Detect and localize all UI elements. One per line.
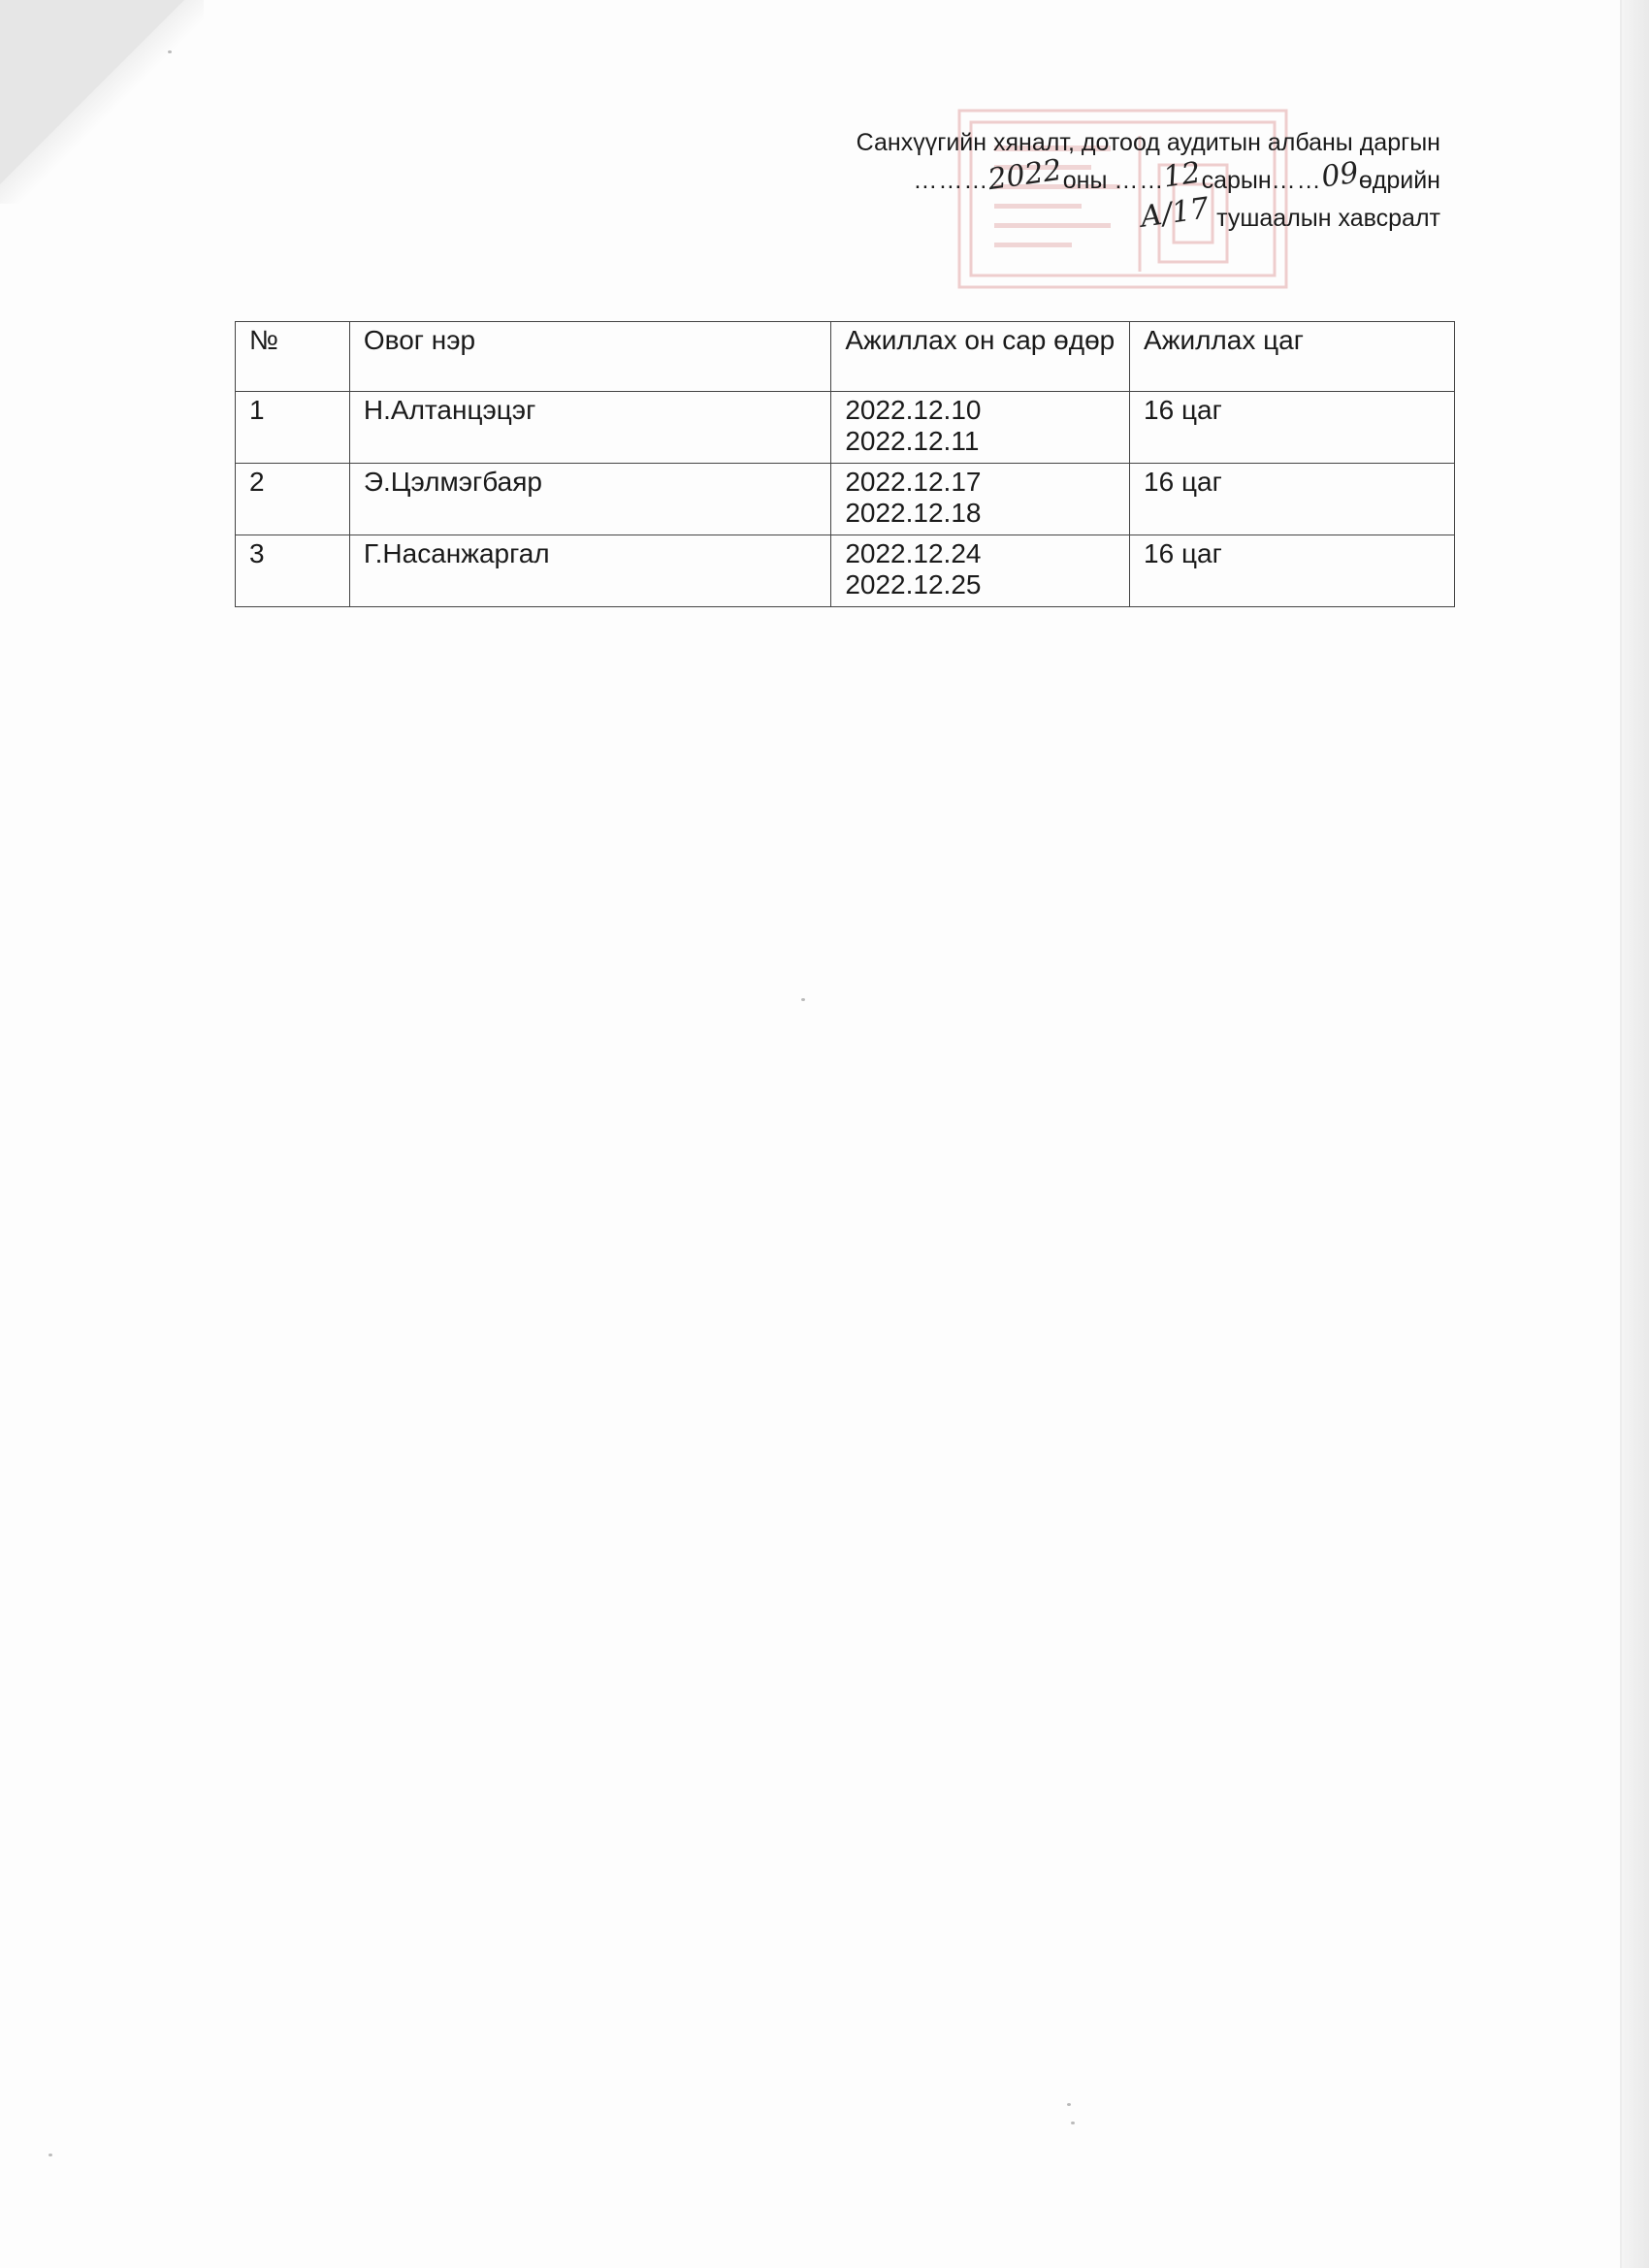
scan-speck (1071, 2122, 1075, 2124)
month-suffix: сарын (1201, 167, 1272, 194)
order-attachment-label: тушаалын хавсралт (1210, 205, 1440, 232)
row-number: 3 (236, 535, 350, 607)
scan-speck (1067, 2103, 1071, 2106)
header-number: № (236, 322, 350, 392)
scan-speck (801, 998, 805, 1001)
handwritten-month: 12 (1161, 155, 1204, 195)
row-name: Г.Насанжаргал (349, 535, 830, 607)
row-number: 2 (236, 464, 350, 535)
row-number: 1 (236, 392, 350, 464)
row-date-1: 2022.12.24 (845, 538, 982, 568)
order-attachment-header (761, 124, 1440, 237)
day-suffix: өдрийн (1358, 167, 1440, 194)
month-dots: …… (1114, 167, 1165, 194)
scan-speck (48, 2154, 52, 2156)
row-date-2: 2022.12.18 (845, 498, 982, 528)
header-line-title: Санхүүгийн хяналт, дотоод аудитын албаны даргын (856, 129, 1440, 156)
header-line-date (761, 152, 1440, 199)
row-hours: 16 цаг (1130, 535, 1455, 607)
row-date-1: 2022.12.17 (845, 467, 982, 497)
row-date-2: 2022.12.25 (845, 569, 982, 599)
table-row (236, 464, 1455, 535)
handwritten-day: 09 (1318, 155, 1361, 195)
scan-speck (168, 50, 172, 53)
handwritten-year: 2022 (986, 152, 1065, 198)
scan-right-edge (1622, 0, 1649, 2268)
row-name: Н.Алтанцэцэг (349, 392, 830, 464)
year-suffix: оны (1062, 167, 1115, 194)
table-row (236, 535, 1455, 607)
row-hours: 16 цаг (1130, 464, 1455, 535)
day-dots: …… (1271, 167, 1322, 194)
scan-corner-fold (0, 0, 184, 184)
table-header-row (236, 322, 1455, 392)
row-name: Э.Цэлмэгбаяр (349, 464, 830, 535)
row-dates (831, 392, 1130, 464)
row-hours: 16 цаг (1130, 392, 1455, 464)
header-work-hours: Ажиллах цаг (1130, 322, 1455, 392)
schedule-table (235, 321, 1455, 607)
row-dates (831, 535, 1130, 607)
handwritten-order-number: А/17 (1138, 191, 1212, 235)
row-date-2: 2022.12.11 (845, 426, 980, 456)
year-dots: ……… (913, 167, 989, 194)
header-name: Овог нэр (349, 322, 830, 392)
row-dates (831, 464, 1130, 535)
table-row (236, 392, 1455, 464)
header-line-order (761, 191, 1440, 237)
header-work-date: Ажиллах он сар өдөр (831, 322, 1130, 392)
row-date-1: 2022.12.10 (845, 395, 982, 425)
